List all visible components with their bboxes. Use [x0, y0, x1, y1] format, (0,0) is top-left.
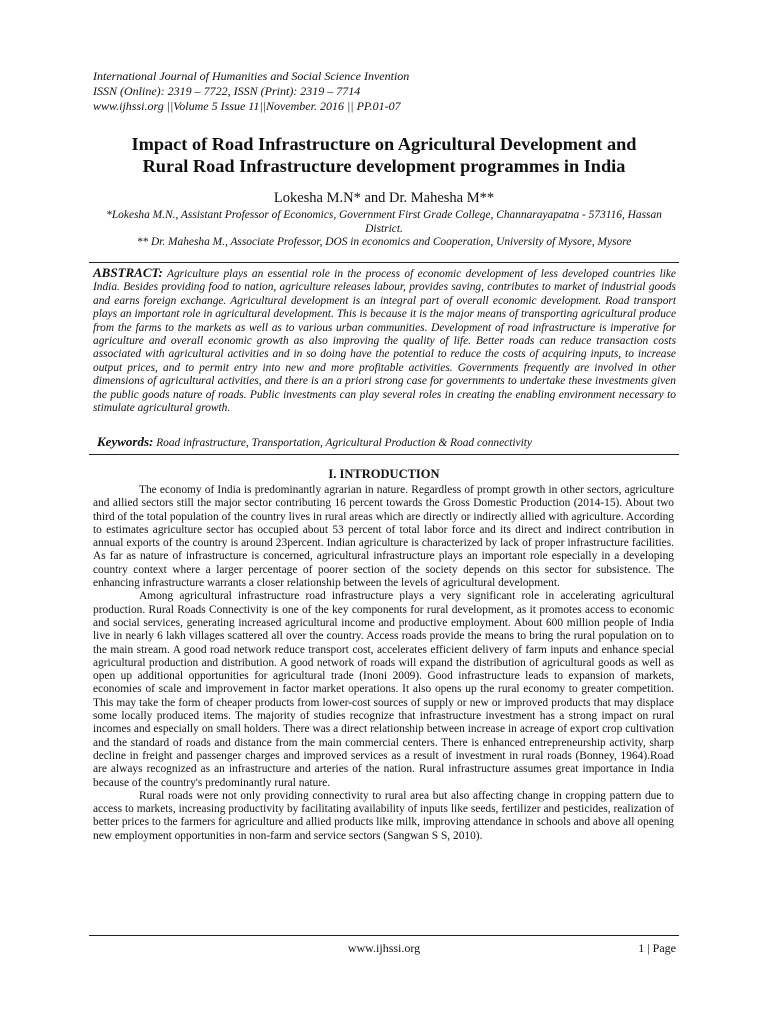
body-paragraph-2: Among agricultural infrastructure road infrastructure plays a very significant role in accelerating agricultural production. Rural Roads Connectivity is one of the key components for rural development, as it promotes access to economic and social services, generating increased agricultural income and productive employment. About 600 million people of India live in nearly 6 lakh villages scattered all over the country. Access roads provide the means to bring the rural population on to the main stream. A good road network reduce transport cost, accelerates efficient delivery of farm inputs and enhance special agricultural production and distribution. A good network of roads will expand the distribution of agricultural goods as well as open up additional opportunities for agricultural trade (Inoni 2009). Good infrastructure leads to expansion of markets, economies of scale and improvement in factor market operations. It also opens up the rural economy to greater competition. This may take the form of cheaper products from lower-cost sources of supply or new or improved products that may displace some locally produced items. The majority of studies recognize that infrastructure investment has a strong impact on rural incomes and especially on small holders. There was a direct relationship between increase in acreage of export crop cultivation and the standard of roads and distance from the main commercial centers. There is enhanced entrepreneurship activity, sharp decline in freight and passenger charges and improved services as a result of investment in rural roads (Bonney, 1964).Road are always recognized as an infrastructure and arteries of the nation. Rural infrastructure assumes great importance in India because of the country's predominantly rural nature.: [93, 590, 674, 789]
journal-header: [93, 69, 693, 114]
keywords-label: Keywords:: [97, 434, 154, 449]
abstract-top-rule: [89, 262, 679, 263]
title-line-1: Impact of Road Infrastructure on Agricultural Development and: [131, 134, 637, 154]
paper-title: [80, 133, 688, 177]
section-heading-introduction: I. INTRODUCTION: [328, 467, 440, 481]
keywords-block: [97, 435, 677, 450]
keywords-text: Road infrastructure, Transportation, Agricultural Production & Road connectivity: [156, 437, 532, 449]
abstract-bottom-rule: [89, 454, 679, 455]
affiliation-2: ** Dr. Mahesha M., Associate Professor, DOS in economics and Cooperation, University of Mysore, Mysore: [136, 236, 632, 248]
body-paragraph-1: The economy of India is predominantly agrarian in nature. Regardless of prompt growth in other sectors, agriculture and allied sectors still the major sector contributing 16 percent towards the Gross Domestic Production (2014-15). About two third of the total population of the country lives in rural areas which are directly or indirectly allied with agriculture. According to estimates agriculture sector has occupied about 53 percent of total labor force and its direct and indirect contribution in annual exports of the country is around 23percent. Indian agriculture is characterized by lack of proper infrastructure facilities. As far as nature of infrastructure is concerned, agricultural infrastructure plays an important role especially in a developing country context where a larger percentage of poorer section of the society depends on this sector for subsistence. The enhancing infrastructure warrants a closer relationship between the levels of agricultural development.: [93, 484, 674, 590]
paper-authors: Lokesha M.N* and Dr. Mahesha M**: [273, 190, 495, 206]
abstract-label: ABSTRACT:: [93, 265, 163, 280]
title-line-2: Rural Road Infrastructure development programmes in India: [142, 156, 626, 176]
introduction-body: [93, 484, 674, 843]
journal-issue: www.ijhssi.org ||Volume 5 Issue 11||November. 2016 || PP.01-07: [93, 99, 401, 113]
footer-rule: [89, 935, 679, 936]
body-paragraph-3: Rural roads were not only providing connectivity to rural area but also affecting change in cropping pattern due to access to markets, increasing productivity by facilitating availability of inputs like seeds, fertilizer and pesticides, realization of better prices to the farmers for agriculture and allied products like milk, improving attendance in schools and above all opening new employment opportunities in non-farm and service sectors (Sangwan S S, 2010).: [93, 789, 674, 842]
journal-name: International Journal of Humanities and Social Science Invention: [93, 69, 410, 83]
footer-page-number: 1 | Page: [638, 941, 676, 955]
author-affiliations: [90, 209, 678, 250]
abstract-block: [93, 266, 676, 415]
abstract-text: Agriculture plays an essential role in the process of economic development of less developed countries like India. Besides providing food to nation, agriculture releases labour, provides saving, contributes to market of industrial goods and earns foreign exchange. Agricultural development is an integral part of overall economic development. Road transport plays an important role in agricultural development. This is because it is the major means of transporting agricultural produce from the farms to the markets as well as to various urban communities. Development of road infrastructure is imperative for agriculture and overall economic growth as also improving the quality of life. Better roads can reduce transaction costs associated with agricultural activities and in so doing have the potential to reduce the costs of acquiring inputs, to increase output prices, and to permit entry into new and more profitable activities. Governments frequently are involved in other dimensions of agricultural activities, and there is an a priori strong case for governments to undertake these investments given the public goods nature of roads. Public investments can play several roles in creating the enabling environment necessary to stimulate agricultural growth.: [93, 268, 676, 415]
footer-url: www.ijhssi.org: [347, 941, 421, 955]
affiliation-1: *Lokesha M.N., Assistant Professor of Economics, Government First Grade College, Channarayapatna - 573116, Hassan District.: [106, 209, 662, 235]
journal-issn: ISSN (Online): 2319 – 7722, ISSN (Print): 2319 – 7714: [93, 84, 361, 98]
